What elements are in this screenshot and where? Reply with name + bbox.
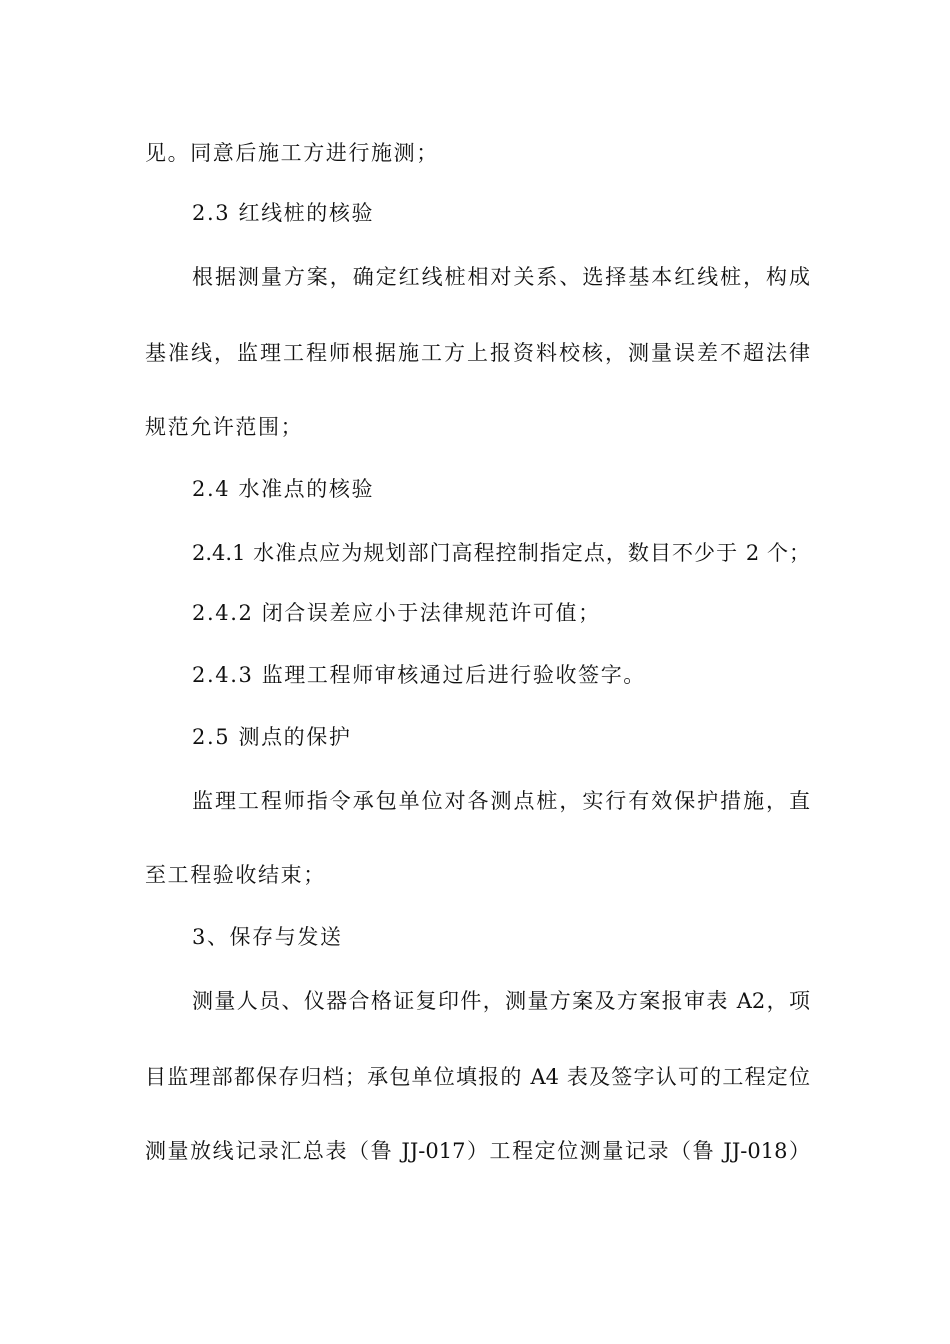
- paragraph-line: 至工程验收结束；: [145, 863, 326, 887]
- list-item: 2.4.2 闭合误差应小于法律规范许可值；: [192, 601, 601, 625]
- section-heading: 3、保存与发送: [192, 925, 343, 949]
- paragraph-line: 测量人员、仪器合格证复印件，测量方案及方案报审表 A2，项: [192, 989, 810, 1013]
- paragraph-line: 根据测量方案，确定红线桩相对关系、选择基本红线桩，构成: [192, 265, 810, 289]
- list-item: 2.4.3 监理工程师审核通过后进行验收签字。: [192, 663, 646, 687]
- section-heading: 2.3 红线桩的核验: [192, 201, 375, 225]
- paragraph-line: 基准线，监理工程师根据施工方上报资料校核，测量误差不超法律: [145, 341, 810, 365]
- list-item: 2.4.1 水准点应为规划部门高程控制指定点，数目不少于 2 个；: [192, 541, 810, 565]
- section-heading: 2.5 测点的保护: [192, 725, 352, 749]
- paragraph-line: 规范允许范围；: [145, 415, 304, 439]
- section-heading: 2.4 水准点的核验: [192, 477, 375, 501]
- paragraph-line: 目监理部都保存归档；承包单位填报的 A4 表及签字认可的工程定位: [145, 1065, 810, 1089]
- paragraph-line: 见。同意后施工方进行施测；: [145, 141, 439, 165]
- paragraph-line: 监理工程师指令承包单位对各测点桩，实行有效保护措施，直: [192, 789, 810, 813]
- paragraph-line: 测量放线记录汇总表（鲁 JJ-017）工程定位测量记录（鲁 JJ-018）: [145, 1139, 810, 1163]
